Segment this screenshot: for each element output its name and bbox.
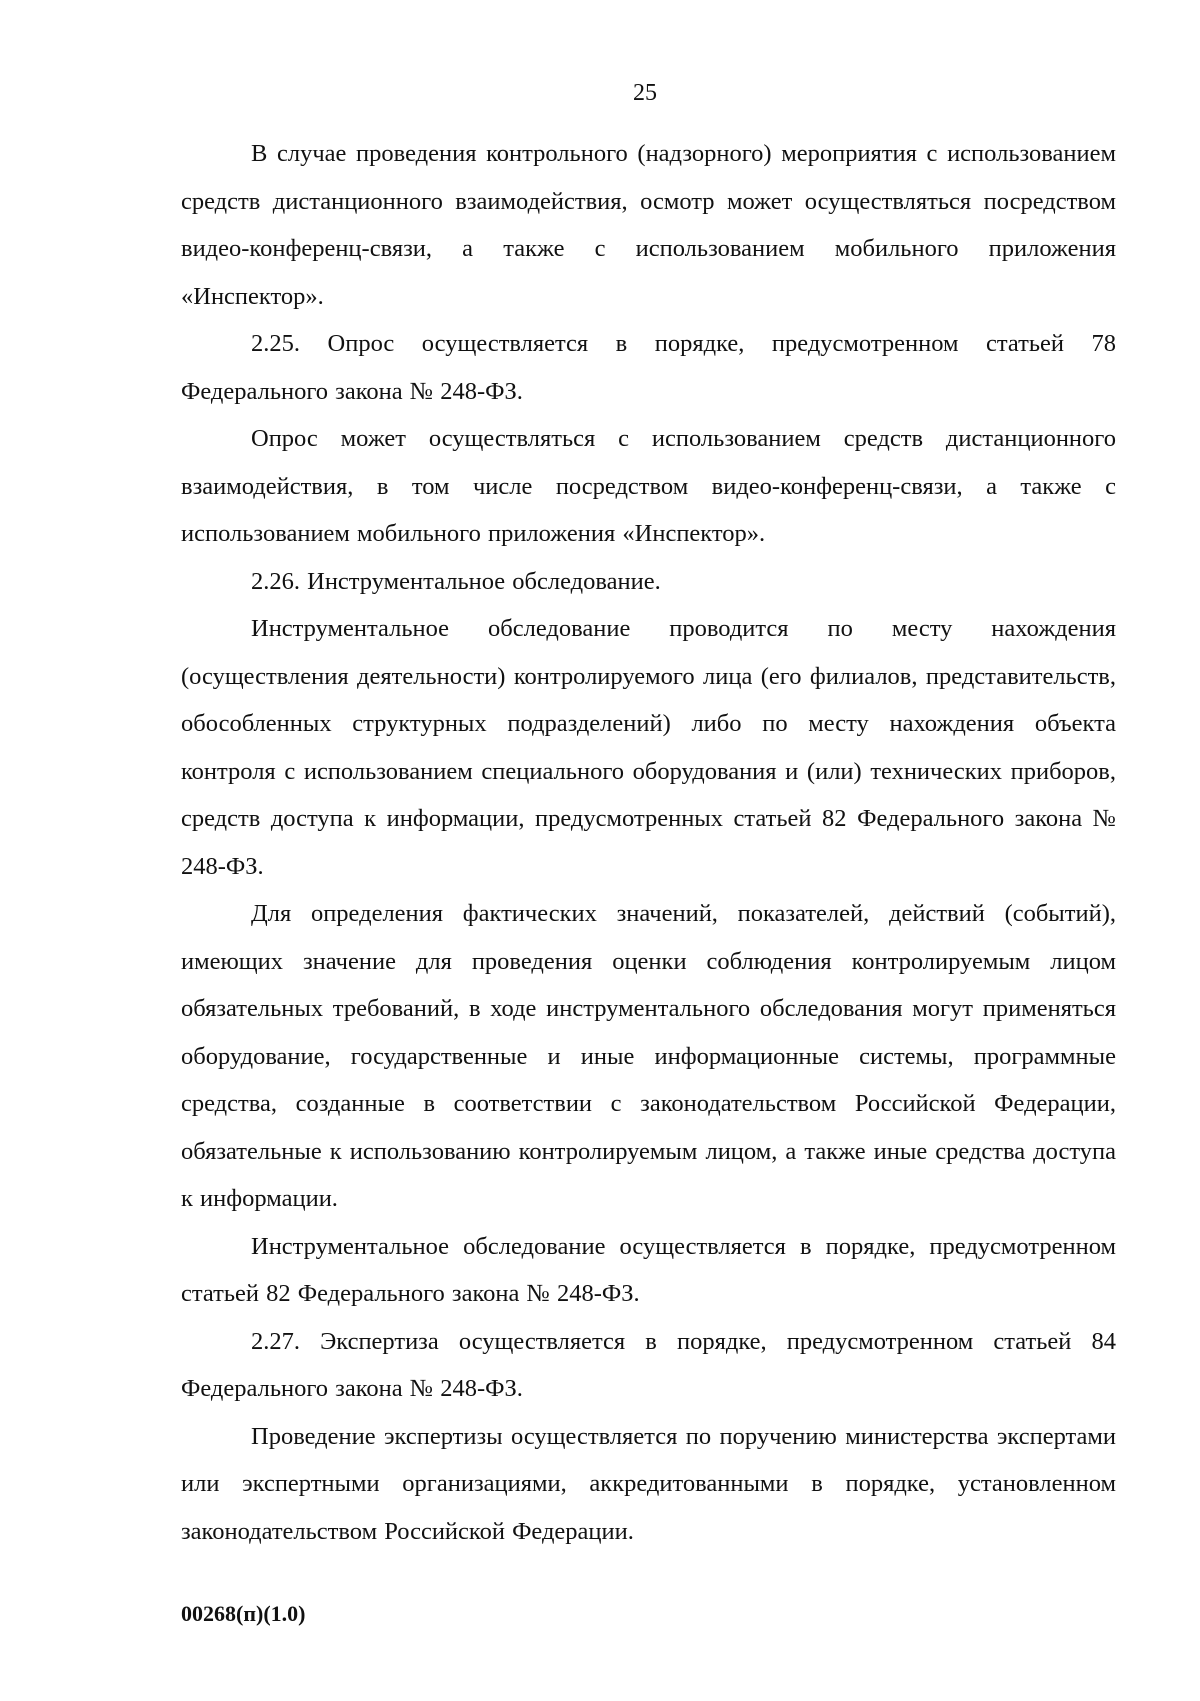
document-code: 00268(п)(1.0) <box>181 1601 306 1626</box>
paragraph-2-26-heading: 2.26. Инструментальное обследование. <box>251 567 661 595</box>
paragraph-survey-remote: Опрос может осуществляться с использованием средств дистанционного взаимодействия, в том числе посредством видео-конференц-связи, а также с использованием мобильного приложения «Инспектор». <box>181 425 1116 547</box>
document-body <box>181 130 1116 1555</box>
page-number: 25 <box>633 80 657 106</box>
paragraph-inspection-remote: В случае проведения контрольного (надзорного) мероприятия с использованием средств дистанционного взаимодействия, осмотр может осуществляться посредством видео-конференц-связи, а также с использованием мобильного приложения «Инспектор». <box>181 140 1116 310</box>
paragraph-instrumental-place: Инструментальное обследование проводится по месту нахождения (осуществления деятельности) контролируемого лица (его филиалов, представительств, обособленных структурных подразделений) либо по месту нахождения объекта контроля с использованием специального оборудования и (или) технических приборов, средств доступа к информации, предусмотренных статьей 82 Федерального закона № 248-ФЗ. <box>181 615 1116 880</box>
paragraph-instrumental-order: Инструментальное обследование осуществляется в порядке, предусмотренном статьей 82 Федерального закона № 248-ФЗ. <box>181 1232 1116 1307</box>
paragraph-expertise-experts: Проведение экспертизы осуществляется по поручению министерства экспертами или экспертными организациями, аккредитованными в порядке, установленном законодательством Российской Федерации. <box>181 1422 1116 1545</box>
paragraph-instrumental-means: Для определения фактических значений, показателей, действий (событий), имеющих значение для проведения оценки соблюдения контролируемым лицом обязательных требований, в ходе инструментального обследования могут применяться оборудование, государственные и иные информационные системы, программные средства, созданные в соответствии с законодательством Российской Федерации, обязательные к использованию контролируемым лицом, а также иные средства доступа к информации. <box>181 900 1116 1212</box>
paragraph-2-27-expertise: 2.27. Экспертиза осуществляется в порядке, предусмотренном статьей 84 Федерального закона № 248-ФЗ. <box>181 1327 1116 1402</box>
paragraph-2-25-survey: 2.25. Опрос осуществляется в порядке, предусмотренном статьей 78 Федерального закона № 248-ФЗ. <box>181 330 1116 405</box>
